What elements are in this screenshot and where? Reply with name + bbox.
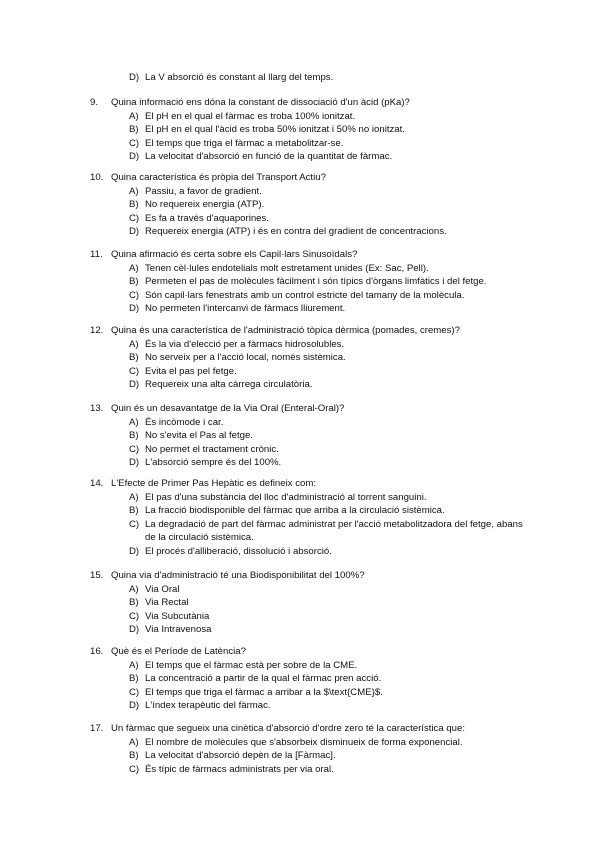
answer-option: [0, 686, 600, 700]
answer-option: [0, 123, 600, 137]
question-block: [0, 645, 600, 713]
question-number: 14.: [90, 478, 104, 489]
option-text: La degradació de part del fàrmac administrat per l'acció metabolitzadora del fetge, abans de la circulació sistèmica.: [145, 518, 523, 543]
question-line: [0, 645, 600, 659]
answer-option: [0, 185, 600, 199]
answer-option: [0, 583, 600, 597]
answer-option: [0, 443, 600, 457]
option-text: El temps que el fàrmac està per sobre de la CME.: [145, 659, 358, 671]
question-line: [0, 248, 600, 262]
answer-option: [0, 491, 600, 505]
option-letter: C): [129, 137, 140, 149]
question-line: [0, 402, 600, 416]
option-letter: B): [129, 505, 139, 516]
option-letter: B): [129, 597, 139, 608]
option-letter: A): [129, 338, 139, 350]
option-letter: A): [129, 262, 139, 274]
option-text: La V absorció és constant al llarg del temps.: [145, 72, 334, 83]
question-block: [0, 171, 600, 239]
answer-option: [0, 736, 600, 750]
option-letter: D): [129, 624, 140, 635]
option-text: El procés d'alliberació, dissolució i absorció.: [145, 545, 332, 557]
answer-option: [0, 365, 600, 379]
option-letter: B): [129, 276, 139, 287]
question-text: Un fàrmac que segueix una cinètica d'absorció d'ordre zero té la característica que:: [111, 723, 466, 734]
answer-option: [0, 351, 600, 365]
option-text: Són capil·lars fenestrats amb un control estricte del tamany de la molècula.: [145, 289, 465, 301]
answer-option: [0, 610, 600, 624]
option-letter: D): [129, 700, 140, 711]
question-number: 9.: [90, 97, 99, 108]
option-text: Via Rectal: [145, 597, 189, 608]
option-text: Passiu, a favor de gradient.: [145, 185, 262, 197]
question-block: [0, 96, 600, 164]
option-letter: A): [129, 491, 139, 503]
option-letter: D): [129, 151, 140, 162]
option-text: Permeten el pas de molècules fàcilment i són típics d'òrgans limfàtics i del fetge.: [145, 276, 487, 287]
option-letter: A): [129, 659, 139, 671]
answer-option: [0, 302, 600, 316]
option-text: El pas d'una substància del lloc d'administració al torrent sanguini.: [145, 491, 427, 503]
question-text: Quina via d'administració té una Biodisponibilitat del 100%?: [111, 570, 365, 581]
option-letter: B): [129, 750, 139, 761]
answer-option: [0, 672, 600, 686]
question-number: 15.: [90, 570, 104, 581]
answer-option: [0, 289, 600, 303]
option-text: El temps que triga el fàrmac a metabolitzar-se.: [145, 137, 344, 149]
question-line: [0, 96, 600, 110]
option-letter: D): [129, 72, 140, 83]
question-block: [0, 477, 600, 558]
option-letter: C): [129, 365, 140, 377]
question-line: [0, 171, 600, 185]
option-letter: B): [129, 199, 139, 210]
question-block: [0, 402, 600, 470]
option-letter: D): [129, 457, 140, 468]
question-text: L'Efecte de Primer Pas Hepàtic es defineix com:: [111, 478, 316, 489]
question-block: [0, 324, 600, 392]
option-letter: A): [129, 736, 139, 748]
option-text: Via Subcutània: [145, 610, 210, 622]
answer-option: [0, 378, 600, 392]
option-text: Via Oral: [145, 583, 180, 595]
question-number: 12.: [90, 325, 104, 336]
answer-option: [0, 198, 600, 212]
option-letter: D): [129, 379, 140, 390]
option-text: L'índex terapèutic del fàrmac.: [145, 700, 271, 711]
answer-option: [0, 749, 600, 763]
option-letter: C): [129, 686, 140, 698]
answer-option: [0, 456, 600, 470]
answer-option: [0, 596, 600, 610]
question-text: Quina informació ens dóna la constant de dissociació d'un àcid (pKa)?: [111, 97, 410, 108]
option-text: Via Intravenosa: [145, 624, 212, 635]
option-text: Es fa a través d'aquaporines.: [145, 212, 269, 224]
question-number: 17.: [90, 723, 104, 734]
option-text: La velocitat d'absorció en funció de la quantitat de fàrmac.: [145, 151, 393, 162]
option-text: El temps que triga el fàrmac a arribar a la $\text{CME}$.: [145, 686, 383, 698]
question-block: [0, 722, 600, 776]
option-text: Requereix energia (ATP) i és en contra del gradient de concentracions.: [145, 226, 447, 237]
question-text: Quin és un desavantatge de la Via Oral (Enteral-Oral)?: [111, 403, 345, 414]
option-text: Tenen cèl·lules endotelials molt estretament unides (Ex: Sac, Pell).: [145, 262, 429, 274]
option-letter: C): [129, 212, 140, 224]
answer-option: [0, 275, 600, 289]
answer-option: [0, 545, 600, 559]
question-block: [0, 569, 600, 637]
question-block: [0, 248, 600, 316]
answer-option: [0, 623, 600, 637]
option-text: Requereix una alta càrrega circulatòria.: [145, 379, 313, 390]
option-text: És incòmode i car.: [145, 416, 224, 428]
option-text: No requereix energia (ATP).: [145, 199, 265, 210]
option-letter: B): [129, 673, 139, 684]
answer-option: [0, 338, 600, 352]
question-number: 11.: [90, 249, 103, 260]
option-text: El nombre de molècules que s'absorbeix disminueix de forma exponencial.: [145, 736, 463, 748]
question-number: 13.: [90, 403, 104, 414]
answer-option: [0, 504, 600, 518]
option-letter: B): [129, 352, 139, 363]
option-letter: A): [129, 416, 139, 428]
question-line: [0, 324, 600, 338]
option-text: L'absorció sempre és del 100%.: [145, 457, 282, 468]
previous-question-tail: [0, 71, 600, 85]
answer-option: [0, 518, 600, 545]
option-text: No permeten l'intercanvi de fàrmacs lliurement.: [145, 303, 346, 314]
question-line: [0, 722, 600, 736]
answer-option: [0, 137, 600, 151]
option-text: La concentració a partir de la qual el fàrmac pren acció.: [145, 673, 382, 684]
question-text: Quina característica és pròpia del Transport Actiu?: [111, 172, 326, 183]
option-text: El pH en el qual el fàrmac es troba 100% ionitzat.: [145, 110, 356, 122]
option-text: És la via d'elecció per a fàrmacs hidrosolubles.: [145, 338, 345, 350]
question-text: Quina afirmació és certa sobre els Capil·lars Sinusoïdals?: [111, 249, 358, 260]
answer-option: [0, 262, 600, 276]
answer-option: [0, 110, 600, 124]
option-text: La fracció biodisponible del fàrmac que arriba a la circulació sistèmica.: [145, 505, 445, 516]
option-letter: A): [129, 583, 139, 595]
option-letter: B): [129, 124, 139, 135]
option-text: Evita el pas pel fetge.: [145, 365, 237, 377]
question-text: Quina és una característica de l'administració tòpica dèrmica (pomades, cremes)?: [111, 325, 460, 336]
option-letter: C): [129, 443, 140, 455]
answer-option: [0, 71, 600, 85]
answer-option: [0, 659, 600, 673]
answer-option: [0, 150, 600, 164]
answer-option: [0, 416, 600, 430]
option-letter: A): [129, 185, 139, 197]
answer-option: [0, 212, 600, 226]
option-letter: B): [129, 430, 139, 441]
option-letter: C): [129, 289, 140, 301]
option-text: No s'evita el Pas al fetge.: [145, 430, 253, 441]
option-letter: A): [129, 110, 139, 122]
option-letter: C): [129, 763, 140, 775]
option-text: No serveix per a l'acció local, només sistèmica.: [145, 352, 346, 363]
answer-option: [0, 225, 600, 239]
option-text: És típic de fàrmacs administrats per via oral.: [145, 763, 334, 775]
option-letter: C): [129, 610, 140, 622]
question-line: [0, 477, 600, 491]
option-letter: D): [129, 303, 140, 314]
question-number: 16.: [90, 646, 104, 657]
option-letter: D): [129, 226, 140, 237]
option-text: El pH en el qual l'àcid es troba 50% ionitzat i 50% no ionitzat.: [145, 124, 405, 135]
question-number: 10.: [90, 172, 104, 183]
option-text: La velocitat d'absorció depèn de la [Fàrmac].: [145, 750, 336, 761]
option-letter: C): [129, 518, 140, 530]
answer-option: [0, 763, 600, 777]
option-letter: D): [129, 545, 140, 557]
question-text: Què és el Període de Latència?: [111, 646, 246, 657]
option-text: No permet el tractament crònic.: [145, 443, 279, 455]
answer-option: [0, 429, 600, 443]
question-line: [0, 569, 600, 583]
answer-option: [0, 699, 600, 713]
